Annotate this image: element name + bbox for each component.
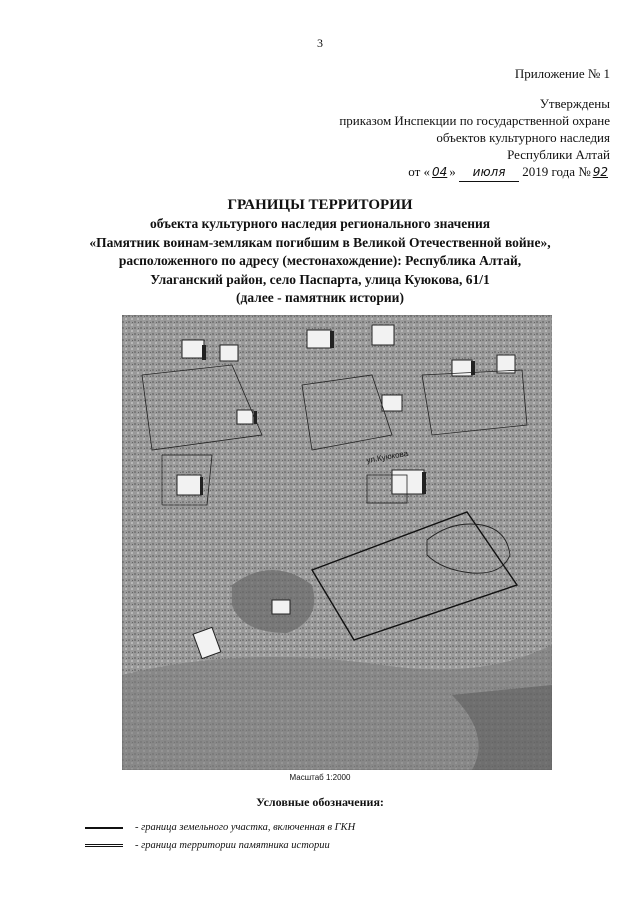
house (372, 325, 394, 345)
house (237, 410, 253, 424)
date-prefix: от « (408, 164, 431, 179)
aerial-map (122, 315, 552, 770)
legend-text: - граница земельного участка, включенная в ГКН (135, 822, 356, 833)
subtitle-line: (далее - памятник истории) (236, 290, 404, 305)
house (272, 600, 290, 614)
document-title: ГРАНИЦЫ ТЕРРИТОРИИ (227, 197, 413, 213)
handwritten-month: июля (472, 165, 506, 179)
house (392, 470, 424, 494)
house (382, 395, 402, 411)
house (220, 345, 238, 361)
document-subtitle (0, 215, 640, 308)
appendix-label: Приложение № 1 (514, 66, 610, 81)
legend-item-monument (85, 840, 330, 851)
approval-line-3: объектов культурного наследия (436, 130, 610, 145)
subtitle-line: Улаганский район, село Паспарта, улица Куюкова, 61/1 (150, 271, 490, 287)
house (177, 475, 201, 495)
approval-line-2: приказом Инспекции по государственной охране (339, 113, 610, 128)
legend-item-land-plot (85, 822, 355, 833)
approval-block (339, 95, 610, 182)
year-text: 2019 года № (522, 164, 591, 179)
subtitle-line: объекта культурного наследия регионального значения (149, 216, 491, 231)
approval-line-1: Утверждены (539, 96, 610, 111)
handwritten-day: 04 (432, 165, 448, 179)
legend-title: Условные обозначения: (256, 795, 384, 809)
house (182, 340, 204, 358)
legend-line-solid (85, 827, 123, 829)
approval-date-line (339, 163, 610, 182)
date-mid: » (449, 164, 456, 179)
legend-text: - граница территории памятника истории (135, 840, 330, 851)
subtitle-line: расположенного по адресу (местонахождение): Республика Алтай, (118, 253, 522, 268)
house (307, 330, 331, 348)
handwritten-number: 92 (592, 165, 608, 179)
map-scale: Масштаб 1:2000 (289, 773, 351, 782)
approval-line-4: Республики Алтай (507, 147, 610, 162)
page-number: 3 (317, 36, 323, 50)
month-blank (459, 163, 519, 182)
legend-line-double (85, 844, 123, 847)
subtitle-line: «Памятник воинам-землякам погибшим в Великой Отечественной войне», (89, 234, 551, 250)
street-label: ул.Куюкова (365, 448, 409, 465)
